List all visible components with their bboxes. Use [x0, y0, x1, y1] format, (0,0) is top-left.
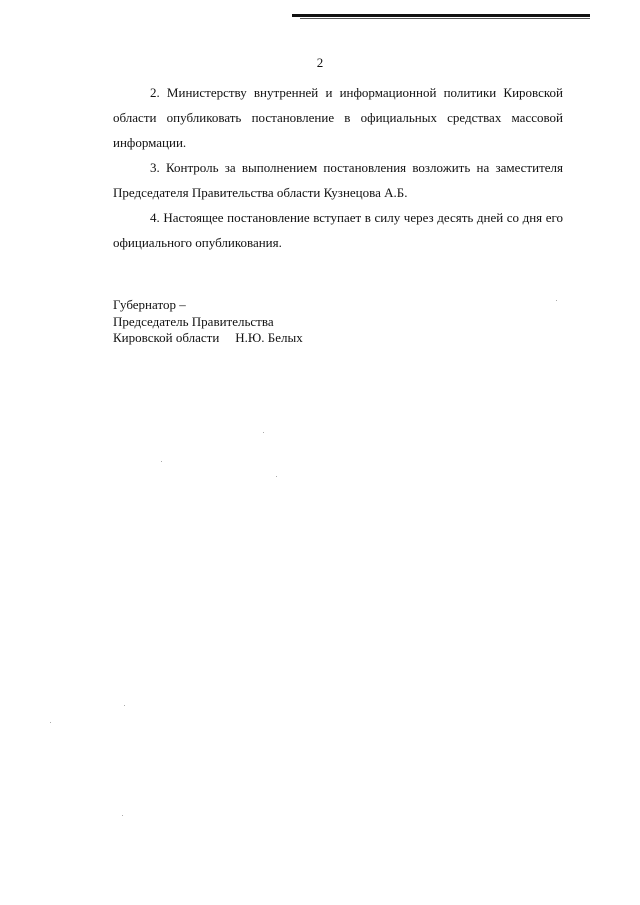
header-rule — [292, 14, 590, 17]
scan-speck — [276, 476, 277, 477]
paragraph-ministry-publication: 2. Министерству внутренней и информационной политики Кировской области опубликовать постановление в официальных средствах массовой информации. — [113, 85, 563, 150]
scan-speck — [263, 432, 264, 433]
header-rule-shadow — [300, 18, 590, 19]
paragraph-entry-into-force: 4. Настоящее постановление вступает в силу через десять дней со дня его официального опубликования. — [113, 210, 563, 250]
scan-speck — [124, 705, 125, 706]
signature-region-line — [113, 330, 303, 347]
scan-speck — [161, 461, 162, 462]
signature-block — [113, 297, 303, 347]
signature-title-chairman: Председатель Правительства — [113, 313, 274, 329]
scan-speck — [122, 815, 123, 816]
signature-name: Н.Ю. Белых — [235, 330, 303, 345]
page-number: 2 — [316, 55, 324, 70]
paragraph-control-assignment: 3. Контроль за выполнением постановления возложить на заместителя Председателя Правительства области Кузнецова А.Б. — [113, 160, 563, 200]
scan-speck — [50, 722, 51, 723]
document-body — [113, 80, 563, 255]
signature-region: Кировской области — [113, 330, 220, 345]
scan-speck — [556, 300, 557, 301]
signature-title-governor: Губернатор – — [113, 297, 186, 312]
